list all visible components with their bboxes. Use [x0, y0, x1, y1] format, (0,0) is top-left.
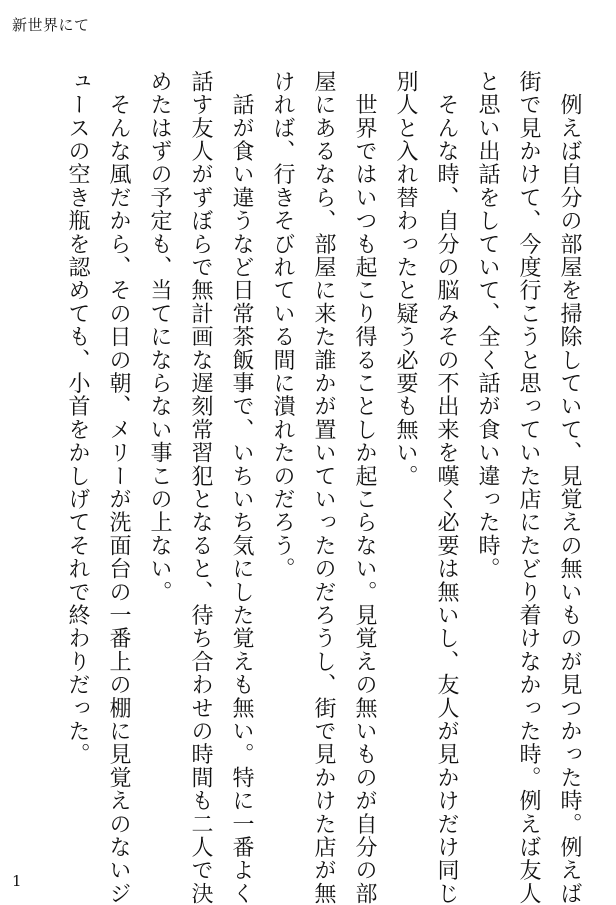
page-number: 1: [12, 872, 22, 890]
text-line: 屋にあるなら、部屋に来た誰かが置いていったのだろうし、街で見かけた店が無: [311, 70, 336, 905]
text-line: 街で見かけて、今度行こうと思っていた店にたどり着けなかった時。例えば友人: [516, 70, 541, 905]
text-line: と思い出話をしていて、全く話が食い違った時。: [475, 70, 500, 581]
text-line: 話が食い違うなど日常茶飯事で、いちいち気にした覚えも無い。特に一番よく: [229, 70, 254, 905]
text-line: ければ、行きそびれている間に潰れたのだろう。: [270, 70, 295, 581]
text-line: そんな時、自分の脳みその不出来を嘆く必要は無いし、友人が見かけだけ同じ: [434, 70, 459, 905]
text-line: 話す友人がずぼらで無計画な遅刻常習犯となると、待ち合わせの時間も二人で決: [188, 70, 213, 905]
text-line: ュースの空き瓶を認めても、小首をかしげてそれで終わりだった。: [65, 70, 90, 766]
text-line: 世界ではいつも起こり得ることしか起こらない。見覚えの無いものが自分の部: [352, 70, 377, 905]
running-header: 新世界にて: [12, 16, 90, 34]
text-line: 別人と入れ替わったと疑う必要も無い。: [393, 70, 418, 488]
text-line: そんな風だから、その日の朝、メリーが洗面台の一番上の棚に見覚えのないジ: [106, 70, 131, 905]
text-line: 例えば自分の部屋を掃除していて、見覚えの無いものが見つかった時。例えば: [557, 70, 582, 905]
text-line: めたはずの予定も、当てにならない事この上ない。: [147, 70, 172, 604]
